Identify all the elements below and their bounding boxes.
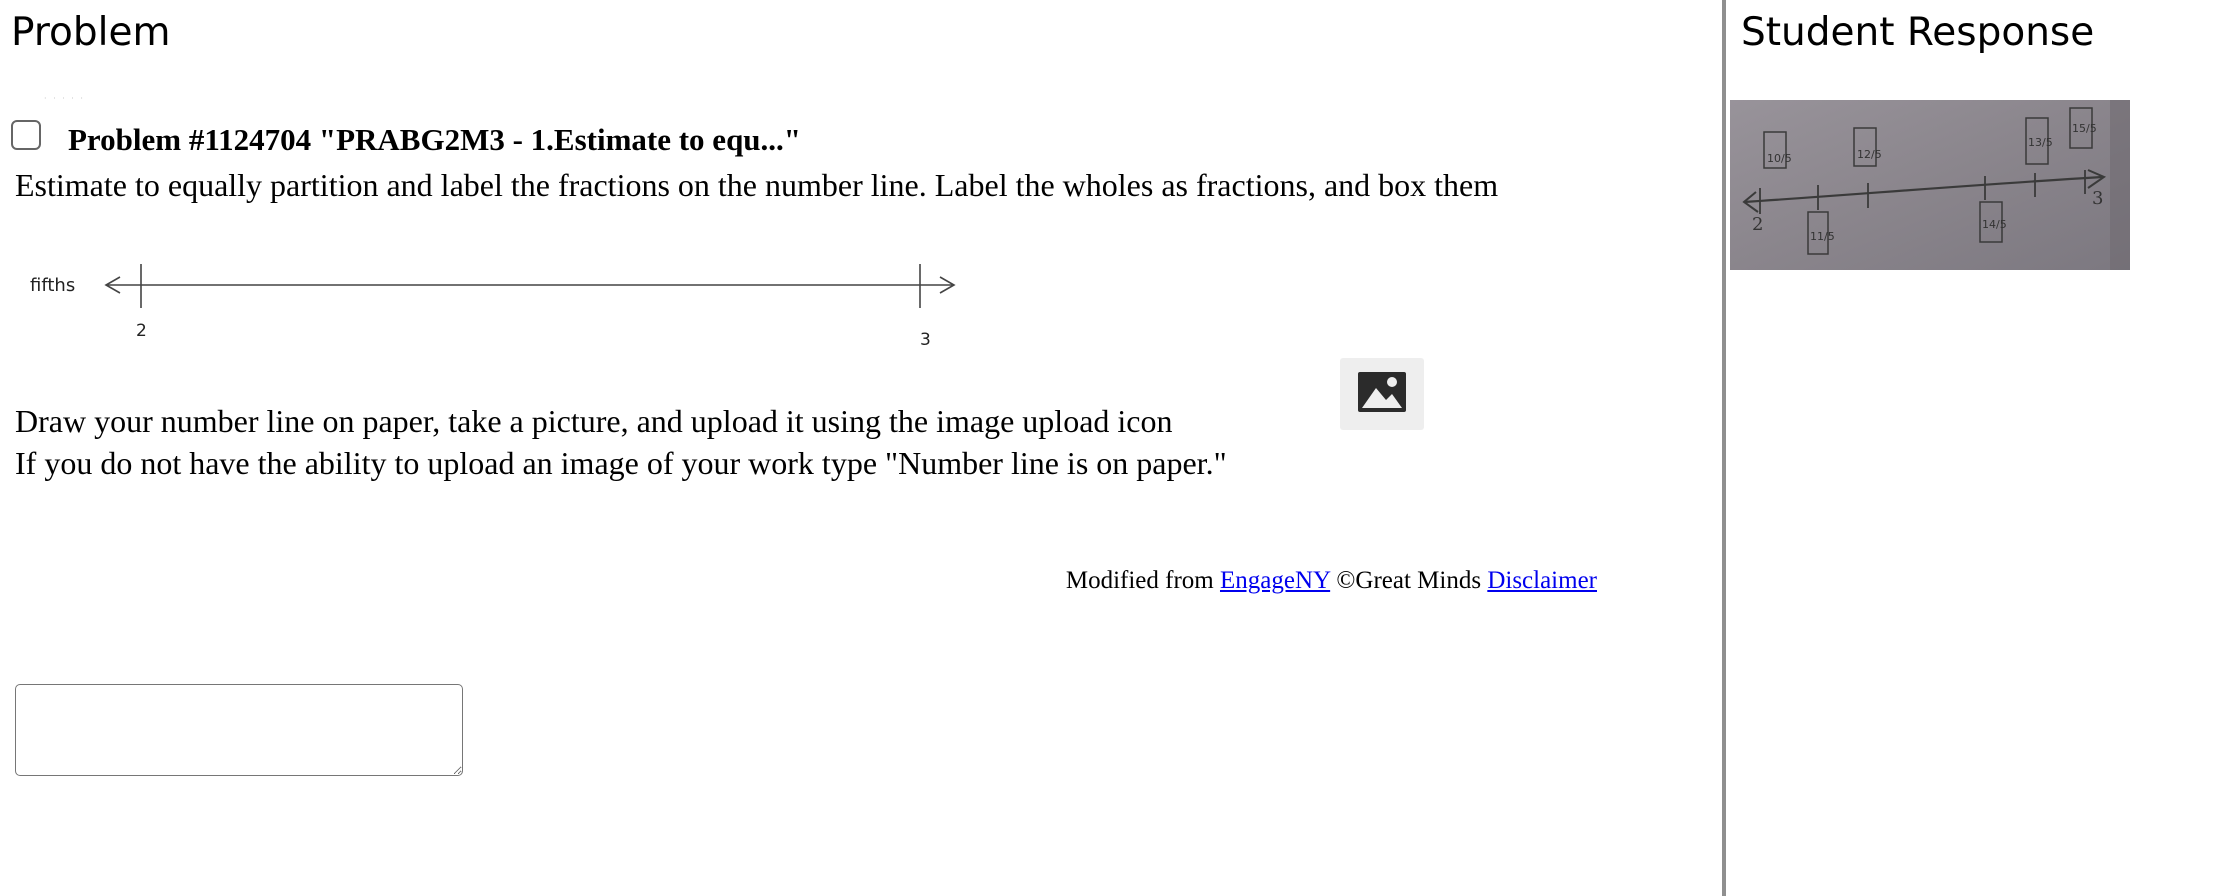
drawn-label-14-5: 14/5 xyxy=(1982,218,2007,231)
number-line-end-label: 3 xyxy=(920,330,931,350)
student-response-title: Student Response xyxy=(1741,10,2095,55)
problem-prompt: Estimate to equally partition and label the fractions on the number line. Label the wholes as fractions, and box them xyxy=(15,167,1499,203)
student-response-photo[interactable] xyxy=(1730,100,2130,270)
faint-scroll-text: · · · · · xyxy=(44,94,85,103)
problem-select-checkbox[interactable] xyxy=(11,120,41,150)
drawn-label-13-5: 13/5 xyxy=(2028,136,2053,149)
instruction-line-1: Draw your number line on paper, take a picture, and upload it using the image upload icon xyxy=(15,403,1173,439)
image-upload-icon[interactable] xyxy=(1340,358,1424,430)
drawn-label-12-5: 12/5 xyxy=(1857,148,1882,161)
credit-line xyxy=(1066,567,1597,595)
drawn-label-15-5: 15/5 xyxy=(2072,122,2097,135)
drawn-label-11-5: 11/5 xyxy=(1810,230,1835,243)
student-response-panel xyxy=(1726,0,2220,896)
credit-middle: ©Great Minds xyxy=(1336,567,1482,594)
instructions xyxy=(15,400,1227,484)
drawn-label-2: 2 xyxy=(1752,214,1764,235)
number-line-start-label: 2 xyxy=(136,321,147,341)
credit-prefix: Modified from xyxy=(1065,567,1214,594)
disclaimer-link[interactable]: Disclaimer xyxy=(1487,567,1597,594)
number-line-figure xyxy=(20,256,980,356)
problem-header: Problem #1124704 "PRABG2M3 - 1.Estimate to equ..." xyxy=(68,122,802,157)
engageny-link[interactable]: EngageNY xyxy=(1219,567,1331,594)
number-line-label: fifths xyxy=(30,275,76,296)
answer-textarea[interactable] xyxy=(15,684,463,776)
instruction-line-2: If you do not have the ability to upload an image of your work type "Number line is on paper." xyxy=(15,445,1227,481)
drawn-label-10-5: 10/5 xyxy=(1767,152,1792,165)
problem-panel-title: Problem xyxy=(11,10,171,55)
image-upload-icon-glyph xyxy=(1340,358,1424,430)
drawn-label-3: 3 xyxy=(2092,188,2104,209)
